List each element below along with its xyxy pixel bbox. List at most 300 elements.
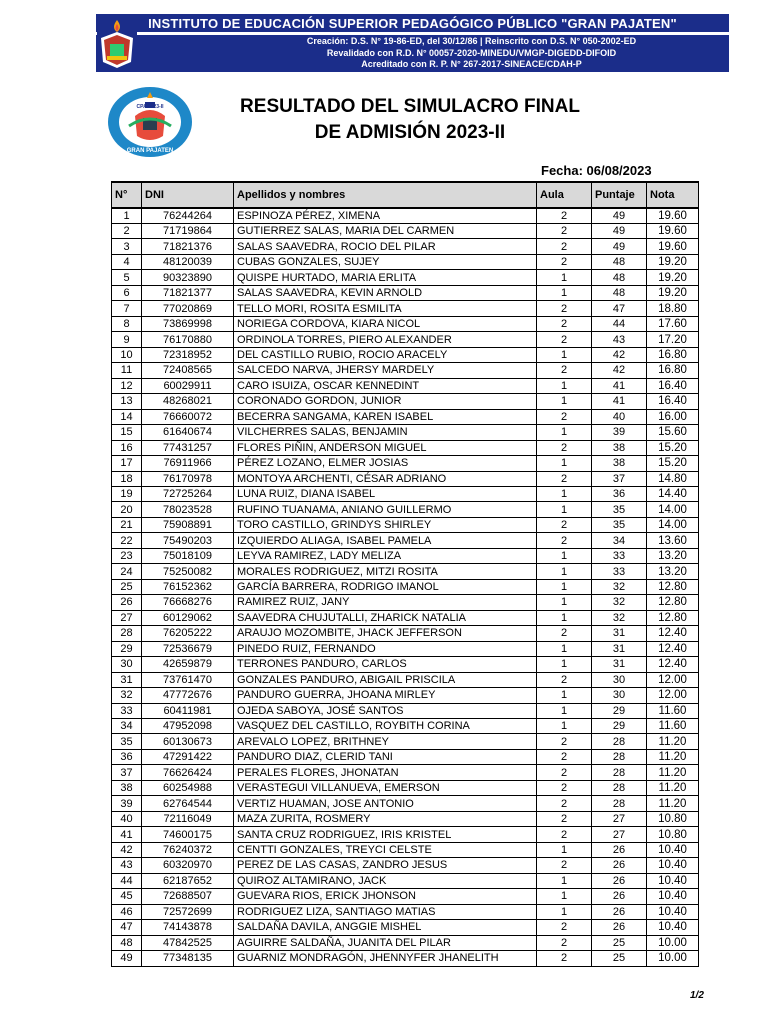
institution-logo-icon [97, 16, 137, 71]
cell-grade: 12.00 [647, 672, 699, 687]
cell-name: TELLO MORI, ROSITA ESMILITA [234, 301, 537, 316]
table-row [112, 301, 699, 316]
cell-grade: 12.80 [647, 579, 699, 594]
cell-dni: 77431257 [142, 440, 234, 455]
cell-grade: 13.20 [647, 564, 699, 579]
results-table-body [112, 208, 699, 966]
table-row [112, 425, 699, 440]
cell-dni: 71719864 [142, 224, 234, 239]
cell-dni: 76170978 [142, 471, 234, 486]
cell-dni: 47772676 [142, 688, 234, 703]
cell-name: ARAUJO MOZOMBITE, JHACK JEFFERSON [234, 626, 537, 641]
cell-score: 26 [592, 842, 647, 857]
institution-name: INSTITUTO DE EDUCACIÓN SUPERIOR PEDAGÓGICO PÚBLICO "GRAN PAJATEN" [148, 16, 677, 31]
cell-room: 2 [537, 332, 592, 347]
cell-score: 36 [592, 486, 647, 501]
table-header-row [112, 182, 699, 208]
cell-score: 33 [592, 548, 647, 563]
cell-number: 20 [112, 502, 142, 517]
cell-room: 2 [537, 363, 592, 378]
cell-name: LEYVA RAMIREZ, LADY MELIZA [234, 548, 537, 563]
table-row [112, 486, 699, 501]
cell-name: SALCEDO NARVA, JHERSY MARDELY [234, 363, 537, 378]
cell-room: 2 [537, 920, 592, 935]
cell-dni: 76240372 [142, 842, 234, 857]
cell-name: RODRIGUEZ LIZA, SANTIAGO MATIAS [234, 904, 537, 919]
cell-dni: 76170880 [142, 332, 234, 347]
cell-name: CORONADO GORDON, JUNIOR [234, 394, 537, 409]
cell-room: 2 [537, 765, 592, 780]
cell-score: 37 [592, 471, 647, 486]
cell-number: 38 [112, 780, 142, 795]
banner-divider [96, 32, 729, 35]
table-row [112, 951, 699, 966]
cell-room: 1 [537, 688, 592, 703]
cell-name: PERALES FLORES, JHONATAN [234, 765, 537, 780]
table-row [112, 347, 699, 362]
cell-number: 48 [112, 935, 142, 950]
cell-name: PANDURO DIAZ, CLERID TANI [234, 749, 537, 764]
table-row [112, 935, 699, 950]
cell-room: 2 [537, 316, 592, 331]
cell-grade: 10.40 [647, 858, 699, 873]
document-title [200, 94, 620, 146]
cell-room: 1 [537, 285, 592, 300]
cell-dni: 75250082 [142, 564, 234, 579]
cell-name: PEREZ DE LAS CASAS, ZANDRO JESUS [234, 858, 537, 873]
cell-dni: 62187652 [142, 873, 234, 888]
cell-number: 18 [112, 471, 142, 486]
cell-dni: 48120039 [142, 254, 234, 269]
cell-room: 2 [537, 734, 592, 749]
table-row [112, 672, 699, 687]
cell-score: 27 [592, 827, 647, 842]
cell-room: 2 [537, 254, 592, 269]
cell-dni: 48268021 [142, 394, 234, 409]
cell-name: ESPINOZA PÉREZ, XIMENA [234, 208, 537, 224]
cell-grade: 13.20 [647, 548, 699, 563]
cell-number: 42 [112, 842, 142, 857]
cell-name: SALAS SAAVEDRA, ROCIO DEL PILAR [234, 239, 537, 254]
cell-grade: 10.80 [647, 811, 699, 826]
cell-number: 1 [112, 208, 142, 224]
cell-grade: 11.20 [647, 765, 699, 780]
cell-grade: 19.60 [647, 208, 699, 224]
cell-room: 1 [537, 548, 592, 563]
cell-score: 35 [592, 517, 647, 532]
cell-number: 27 [112, 610, 142, 625]
cell-room: 2 [537, 951, 592, 966]
cell-grade: 19.20 [647, 254, 699, 269]
cell-score: 31 [592, 641, 647, 656]
cell-room: 1 [537, 657, 592, 672]
cell-room: 2 [537, 471, 592, 486]
cell-dni: 75490203 [142, 533, 234, 548]
cell-dni: 72688507 [142, 889, 234, 904]
table-row [112, 502, 699, 517]
cell-name: VERTIZ HUAMAN, JOSE ANTONIO [234, 796, 537, 811]
table-row [112, 811, 699, 826]
cell-score: 28 [592, 796, 647, 811]
cell-number: 45 [112, 889, 142, 904]
cell-score: 44 [592, 316, 647, 331]
table-row [112, 626, 699, 641]
cell-grade: 14.00 [647, 517, 699, 532]
cell-room: 1 [537, 703, 592, 718]
cell-dni: 75908891 [142, 517, 234, 532]
cell-dni: 60411981 [142, 703, 234, 718]
cell-dni: 90323890 [142, 270, 234, 285]
cell-dni: 74143878 [142, 920, 234, 935]
cell-score: 32 [592, 579, 647, 594]
table-row [112, 471, 699, 486]
table-row [112, 920, 699, 935]
table-row [112, 765, 699, 780]
cell-room: 2 [537, 827, 592, 842]
table-row [112, 827, 699, 842]
table-row [112, 842, 699, 857]
column-header-number: N° [112, 182, 142, 208]
cell-number: 15 [112, 425, 142, 440]
cell-room: 1 [537, 641, 592, 656]
cell-name: GARCÍA BARRERA, RODRIGO IMANOL [234, 579, 537, 594]
cell-name: TERRONES PANDURO, CARLOS [234, 657, 537, 672]
cell-dni: 42659879 [142, 657, 234, 672]
cell-grade: 19.60 [647, 239, 699, 254]
cell-score: 26 [592, 904, 647, 919]
cell-dni: 72572699 [142, 904, 234, 919]
cell-score: 26 [592, 858, 647, 873]
cell-name: QUISPE HURTADO, MARIA ERLITA [234, 270, 537, 285]
table-row [112, 548, 699, 563]
cell-dni: 60320970 [142, 858, 234, 873]
cell-room: 2 [537, 224, 592, 239]
table-row [112, 285, 699, 300]
cell-room: 2 [537, 239, 592, 254]
cell-dni: 78023528 [142, 502, 234, 517]
table-row [112, 440, 699, 455]
cell-score: 49 [592, 239, 647, 254]
cell-dni: 60254988 [142, 780, 234, 795]
cell-number: 26 [112, 595, 142, 610]
cell-score: 28 [592, 780, 647, 795]
table-row [112, 595, 699, 610]
cell-room: 2 [537, 780, 592, 795]
cell-grade: 16.80 [647, 347, 699, 362]
cell-number: 32 [112, 688, 142, 703]
cell-grade: 12.00 [647, 688, 699, 703]
cell-grade: 12.40 [647, 626, 699, 641]
cell-number: 14 [112, 409, 142, 424]
cell-score: 25 [592, 935, 647, 950]
cell-room: 2 [537, 626, 592, 641]
cell-name: OJEDA SABOYA, JOSÉ SANTOS [234, 703, 537, 718]
cell-dni: 76626424 [142, 765, 234, 780]
creation-line: Creación: D.S. N° 19-86-ED, del 30/12/86 | Reinscrito con D.S. N° 050-2002-ED [306, 36, 637, 46]
cell-number: 9 [112, 332, 142, 347]
cell-name: VILCHERRES SALAS, BENJAMIN [234, 425, 537, 440]
cell-dni: 60129062 [142, 610, 234, 625]
cell-score: 26 [592, 889, 647, 904]
cell-number: 16 [112, 440, 142, 455]
cell-number: 25 [112, 579, 142, 594]
cell-number: 46 [112, 904, 142, 919]
cell-dni: 60130673 [142, 734, 234, 749]
table-row [112, 703, 699, 718]
column-header-room: Aula [537, 182, 592, 208]
table-row [112, 208, 699, 224]
cell-room: 1 [537, 719, 592, 734]
title-line-1: RESULTADO DEL SIMULACRO FINAL [240, 96, 580, 117]
cell-number: 33 [112, 703, 142, 718]
results-table [111, 181, 699, 967]
table-row [112, 873, 699, 888]
table-row [112, 796, 699, 811]
table-row [112, 316, 699, 331]
institution-details [214, 36, 729, 71]
table-row [112, 641, 699, 656]
cell-number: 37 [112, 765, 142, 780]
cell-number: 44 [112, 873, 142, 888]
cell-grade: 10.00 [647, 935, 699, 950]
cell-grade: 14.00 [647, 502, 699, 517]
cell-name: CARO ISUIZA, OSCAR KENNEDINT [234, 378, 537, 393]
cell-grade: 10.40 [647, 842, 699, 857]
cell-name: DEL CASTILLO RUBIO, ROCIO ARACELY [234, 347, 537, 362]
cell-name: GUARNIZ MONDRAGÓN, JHENNYFER JHANELITH [234, 951, 537, 966]
cell-name: TORO CASTILLO, GRINDYS SHIRLEY [234, 517, 537, 532]
column-header-grade: Nota [647, 182, 699, 208]
cell-room: 1 [537, 610, 592, 625]
cell-score: 31 [592, 657, 647, 672]
cell-grade: 15.20 [647, 456, 699, 471]
cell-score: 34 [592, 533, 647, 548]
table-row [112, 780, 699, 795]
cell-score: 26 [592, 873, 647, 888]
cell-score: 29 [592, 719, 647, 734]
cell-number: 11 [112, 363, 142, 378]
cell-dni: 72536679 [142, 641, 234, 656]
cell-score: 28 [592, 749, 647, 764]
cell-room: 1 [537, 347, 592, 362]
table-row [112, 533, 699, 548]
cell-room: 2 [537, 672, 592, 687]
cell-number: 17 [112, 456, 142, 471]
cell-dni: 76244264 [142, 208, 234, 224]
cell-score: 42 [592, 363, 647, 378]
cell-name: BECERRA SANGAMA, KAREN ISABEL [234, 409, 537, 424]
cell-number: 21 [112, 517, 142, 532]
cell-room: 1 [537, 873, 592, 888]
cell-number: 41 [112, 827, 142, 842]
cell-number: 3 [112, 239, 142, 254]
cell-number: 23 [112, 548, 142, 563]
cell-grade: 12.80 [647, 610, 699, 625]
cell-number: 13 [112, 394, 142, 409]
cell-dni: 71821377 [142, 285, 234, 300]
cell-grade: 17.20 [647, 332, 699, 347]
cell-name: GUTIERREZ SALAS, MARIA DEL CARMEN [234, 224, 537, 239]
cell-number: 7 [112, 301, 142, 316]
cell-dni: 76668276 [142, 595, 234, 610]
cell-name: SALAS SAAVEDRA, KEVIN ARNOLD [234, 285, 537, 300]
cell-grade: 10.40 [647, 873, 699, 888]
cell-grade: 18.80 [647, 301, 699, 316]
cell-dni: 74600175 [142, 827, 234, 842]
cell-number: 31 [112, 672, 142, 687]
institution-banner [96, 14, 729, 72]
cell-score: 28 [592, 734, 647, 749]
cell-room: 2 [537, 440, 592, 455]
cell-dni: 77020869 [142, 301, 234, 316]
cell-number: 34 [112, 719, 142, 734]
cell-room: 2 [537, 301, 592, 316]
cell-room: 1 [537, 904, 592, 919]
cell-number: 8 [112, 316, 142, 331]
cell-room: 2 [537, 533, 592, 548]
cell-dni: 76152362 [142, 579, 234, 594]
cell-number: 22 [112, 533, 142, 548]
cell-score: 38 [592, 440, 647, 455]
cell-dni: 47952098 [142, 719, 234, 734]
cell-dni: 75018109 [142, 548, 234, 563]
table-row [112, 409, 699, 424]
cell-name: VASQUEZ DEL CASTILLO, ROYBITH CORINA [234, 719, 537, 734]
table-row [112, 456, 699, 471]
cell-grade: 10.00 [647, 951, 699, 966]
table-row [112, 224, 699, 239]
cell-score: 42 [592, 347, 647, 362]
cell-score: 35 [592, 502, 647, 517]
column-header-name: Apellidos y nombres [234, 182, 537, 208]
cell-dni: 61640674 [142, 425, 234, 440]
cell-score: 49 [592, 208, 647, 224]
cell-name: AREVALO LOPEZ, BRITHNEY [234, 734, 537, 749]
cell-name: GONZALES PANDURO, ABIGAIL PRISCILA [234, 672, 537, 687]
seal-top-text: CPA 2023-II [136, 104, 164, 110]
cell-name: VERASTEGUI VILLANUEVA, EMERSON [234, 780, 537, 795]
cell-score: 47 [592, 301, 647, 316]
cell-number: 5 [112, 270, 142, 285]
table-row [112, 363, 699, 378]
cell-name: CENTTI GONZALES, TREYCI CELSTE [234, 842, 537, 857]
cell-grade: 19.60 [647, 224, 699, 239]
cell-grade: 12.40 [647, 641, 699, 656]
cell-room: 2 [537, 796, 592, 811]
cell-grade: 10.40 [647, 920, 699, 935]
institution-seal-icon [107, 86, 193, 158]
table-row [112, 904, 699, 919]
cell-number: 2 [112, 224, 142, 239]
table-row [112, 734, 699, 749]
cell-score: 28 [592, 765, 647, 780]
cell-name: ORDINOLA TORRES, PIERO ALEXANDER [234, 332, 537, 347]
cell-grade: 19.20 [647, 285, 699, 300]
cell-grade: 14.40 [647, 486, 699, 501]
title-line-2: DE ADMISIÓN 2023-II [314, 122, 506, 143]
cell-number: 28 [112, 626, 142, 641]
cell-number: 40 [112, 811, 142, 826]
cell-name: CUBAS GONZALES, SUJEY [234, 254, 537, 269]
document-date: Fecha: 06/08/2023 [541, 163, 652, 178]
cell-dni: 77348135 [142, 951, 234, 966]
cell-number: 49 [112, 951, 142, 966]
table-row [112, 517, 699, 532]
table-row [112, 719, 699, 734]
cell-grade: 10.40 [647, 889, 699, 904]
table-row [112, 610, 699, 625]
cell-score: 32 [592, 595, 647, 610]
cell-room: 1 [537, 564, 592, 579]
cell-dni: 76660072 [142, 409, 234, 424]
cell-name: LUNA RUIZ, DIANA ISABEL [234, 486, 537, 501]
cell-dni: 71821376 [142, 239, 234, 254]
cell-name: SAAVEDRA CHUJUTALLI, ZHARICK NATALIA [234, 610, 537, 625]
cell-name: RUFINO TUANAMA, ANIANO GUILLERMO [234, 502, 537, 517]
cell-name: MAZA ZURITA, ROSMERY [234, 811, 537, 826]
cell-grade: 11.20 [647, 734, 699, 749]
cell-dni: 73761470 [142, 672, 234, 687]
cell-score: 41 [592, 394, 647, 409]
cell-number: 43 [112, 858, 142, 873]
cell-number: 4 [112, 254, 142, 269]
cell-score: 30 [592, 672, 647, 687]
cell-name: MONTOYA ARCHENTI, CÉSAR ADRIANO [234, 471, 537, 486]
table-row [112, 858, 699, 873]
cell-dni: 47842525 [142, 935, 234, 950]
cell-number: 39 [112, 796, 142, 811]
cell-name: IZQUIERDO ALIAGA, ISABEL PAMELA [234, 533, 537, 548]
cell-room: 1 [537, 378, 592, 393]
cell-name: SANTA CRUZ RODRIGUEZ, IRIS KRISTEL [234, 827, 537, 842]
table-row [112, 749, 699, 764]
cell-grade: 11.20 [647, 749, 699, 764]
cell-room: 1 [537, 579, 592, 594]
cell-dni: 76205222 [142, 626, 234, 641]
cell-room: 1 [537, 889, 592, 904]
cell-number: 47 [112, 920, 142, 935]
table-row [112, 688, 699, 703]
cell-score: 27 [592, 811, 647, 826]
cell-grade: 11.20 [647, 780, 699, 795]
cell-room: 1 [537, 486, 592, 501]
cell-score: 26 [592, 920, 647, 935]
cell-number: 29 [112, 641, 142, 656]
cell-room: 1 [537, 270, 592, 285]
column-header-dni: DNI [142, 182, 234, 208]
cell-score: 49 [592, 224, 647, 239]
table-row [112, 564, 699, 579]
table-row [112, 657, 699, 672]
cell-name: NORIEGA CORDOVA, KIARA NICOL [234, 316, 537, 331]
revalidation-line: Revalidado con R.D. N° 00057-2020-MINEDU/VMGP-DIGEDD-DIFOID [326, 47, 617, 58]
cell-number: 10 [112, 347, 142, 362]
cell-score: 30 [592, 688, 647, 703]
table-row [112, 378, 699, 393]
cell-score: 29 [592, 703, 647, 718]
cell-room: 2 [537, 749, 592, 764]
cell-name: RAMIREZ RUIZ, JANY [234, 595, 537, 610]
cell-room: 2 [537, 517, 592, 532]
cell-grade: 11.20 [647, 796, 699, 811]
cell-grade: 10.80 [647, 827, 699, 842]
cell-room: 1 [537, 595, 592, 610]
cell-score: 48 [592, 285, 647, 300]
cell-name: GUEVARA RIOS, ERICK JHONSON [234, 889, 537, 904]
cell-grade: 11.60 [647, 703, 699, 718]
cell-score: 39 [592, 425, 647, 440]
cell-dni: 73869998 [142, 316, 234, 331]
